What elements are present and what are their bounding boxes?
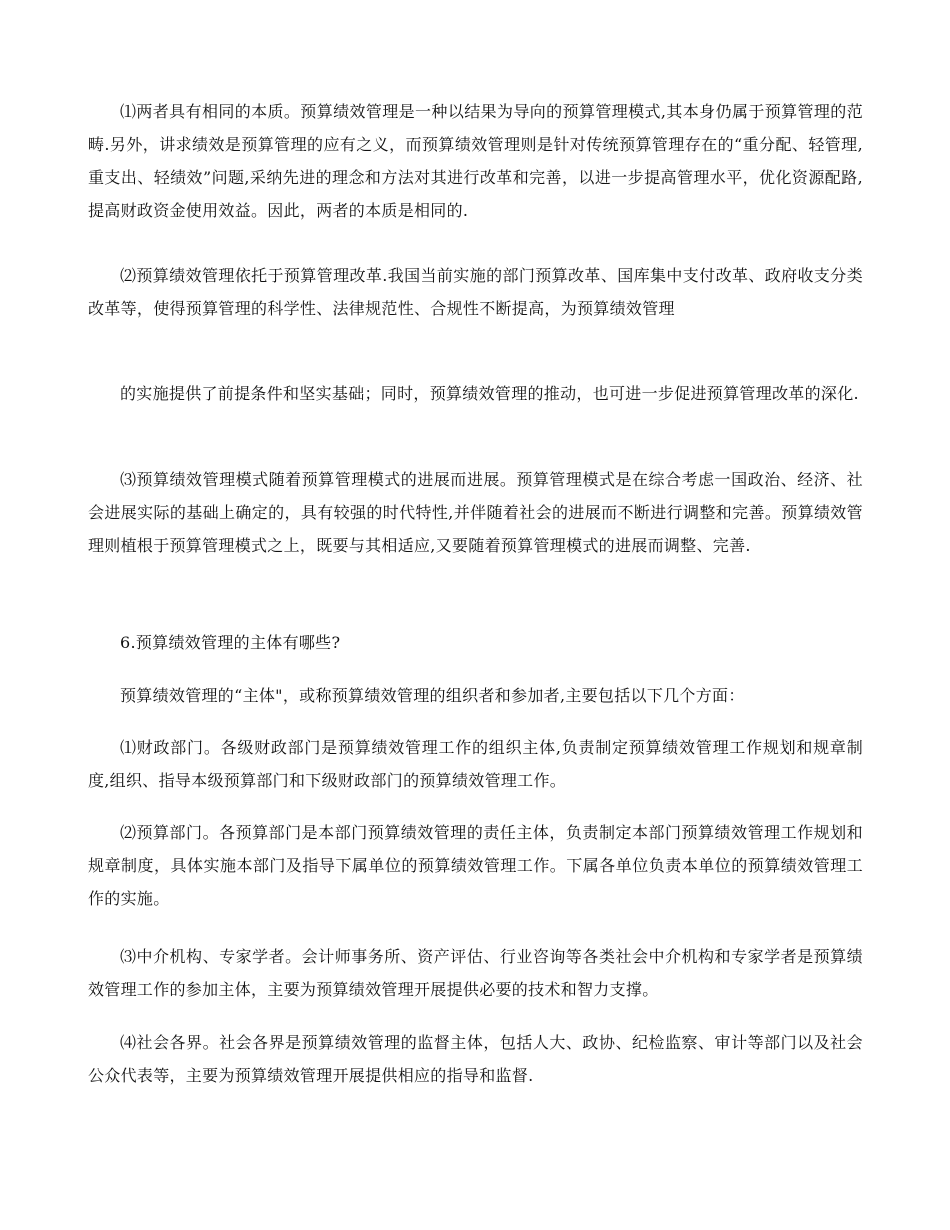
section-heading-subjects: 6.预算绩效管理的主体有哪些? — [120, 633, 341, 652]
paragraph-finance-dept: ⑴财政部门。各级财政部门是预算绩效管理工作的组织主体,负责制定预算绩效管理工作规划和规章制度,组织、指导本级预算部门和下级财政部门的预算绩效管理工作。 — [88, 738, 863, 790]
paragraph-intermediaries: ⑶中介机构、专家学者。会计师事务所、资产评估、行业咨询等各类社会中介机构和专家学者是预算绩效管理工作的参加主体，主要为预算绩效管理开展提供必要的技术和智力支撑。 — [88, 947, 863, 999]
paragraph-society: ⑷社会各界。社会各界是预算绩效管理的监督主体，包括人大、政协、纪检监察、审计等部门以及社会公众代表等，主要为预算绩效管理开展提供相应的指导和监督. — [88, 1033, 863, 1085]
paragraph-reform-continuation: 的实施提供了前提条件和坚实基础；同时，预算绩效管理的推动，也可进一步促进预算管理改革的深化. — [120, 384, 859, 403]
paragraph-subjects-intro: 预算绩效管理的“主体"，或称预算绩效管理的组织者和参加者,主要包括以下几个方面： — [120, 686, 745, 705]
paragraph-same-nature: ⑴两者具有相同的本质。预算绩效管理是一种以结果为导向的预算管理模式,其本身仍属于预算管理的范畴.另外，讲求绩效是预算管理的应有之义，而预算绩效管理则是针对传统预算管理存在的“重分配、轻管理,重支出、轻绩效”问题,采纳先进的理念和方法对其进行改革和完善，以进一步提高管理水平，优化资源配路,提高财政资金使用效益。因此，两者的本质是相同的. — [88, 102, 863, 220]
paragraph-model-development: ⑶预算绩效管理模式随着预算管理模式的进展而进展。预算管理模式是在综合考虑一国政治、经济、社会进展实际的基础上确定的，具有较强的时代特性,并伴随着社会的进展而不断进行调整和完善。预算绩效管理则植根于预算管理模式之上，既要与其相适应,又要随着预算管理模式的进展而调整、完善. — [88, 470, 863, 555]
paragraph-reform-reliance: ⑵预算绩效管理依托于预算管理改革.我国当前实施的部门预算改革、国库集中支付改革、政府收支分类改革等，使得预算管理的科学性、法律规范性、合规性不断提高，为预算绩效管理 — [88, 266, 863, 318]
paragraph-budget-dept: ⑵预算部门。各预算部门是本部门预算绩效管理的责任主体，负责制定本部门预算绩效管理工作规划和规章制度，具体实施本部门及指导下属单位的预算绩效管理工作。下属各单位负责本单位的预算绩效管理工作的实施。 — [88, 823, 863, 908]
